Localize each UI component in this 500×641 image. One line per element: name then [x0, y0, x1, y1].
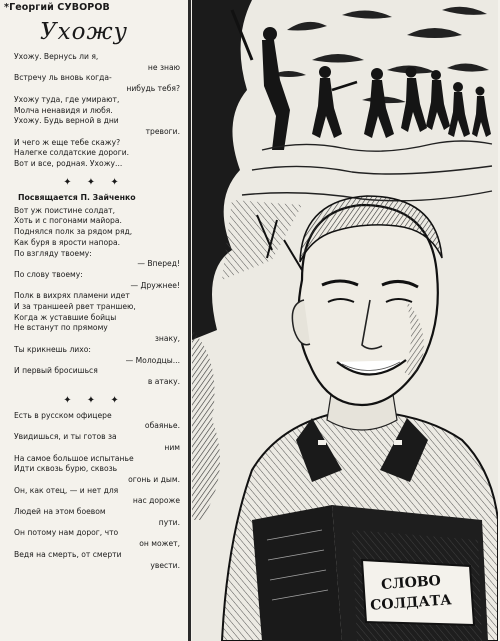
poem-line: Есть в русском офицере [14, 410, 112, 420]
poem-line: нас дороже [132, 496, 180, 506]
poem-line: И первый бросишься [14, 366, 98, 376]
poem-line: — Молодцы... [125, 355, 180, 365]
poem-line: в атаку. [147, 376, 180, 386]
dedication: Посвящается П. Зайченко [18, 192, 136, 202]
poem-dedicated [4, 206, 184, 388]
dark-foliage [192, 0, 252, 340]
section-separator: ✦ ✦ ✦ [63, 394, 125, 406]
illustration-drawing [192, 0, 498, 641]
poem-line: По слову твоему: [14, 269, 83, 279]
poem-line: не знаю [147, 62, 180, 72]
poem-line: По взгляду твоему: [14, 248, 92, 258]
section-separator: ✦ ✦ ✦ [63, 176, 125, 188]
poem-line: Ухожу. Будь верной в дни [14, 116, 119, 126]
poem-line: — Дружнее! [130, 280, 180, 290]
poem-line: На самое большое испытанье [14, 453, 134, 463]
poem-line: пути. [158, 517, 180, 527]
poem-line: Хоть и с погонами майора. [14, 216, 122, 226]
poem-line: ним [164, 442, 180, 452]
poem-line: нибудь тебя? [126, 84, 180, 94]
poem-line: Увидишься, и ты готов за [14, 432, 117, 442]
poem-line: увести. [150, 560, 180, 570]
poem-line: Ведя на смерть, от смерти [14, 549, 122, 559]
poem-line: Ухожу туда, где умирают, [14, 94, 120, 104]
poem-line: Молча ненавидя и любя. [14, 105, 113, 115]
poem-title: Ухожу [40, 19, 128, 45]
book-title-line1: СЛОВО [380, 572, 442, 594]
poem-officer [4, 411, 184, 572]
poem-column [4, 2, 184, 638]
poem-line: Как буря в ярости напора. [14, 237, 121, 247]
poem-line: Поднялся полк за рядом ряд, [14, 227, 133, 237]
poem-line: Вот и все, родная. Ухожу... [14, 159, 123, 169]
poem-line: И чего ж еще тебе скажу? [14, 137, 121, 147]
poem-line: Он, как отец, — и нет для [14, 485, 119, 495]
poem-line: Ухожу. Вернусь ли я, [14, 52, 99, 61]
column-divider [188, 0, 191, 641]
poem-ukhozhu [4, 52, 184, 170]
poem-line: Ты крикнешь лихо: [14, 344, 91, 354]
poem-line: Людей на этом боевом [14, 507, 106, 517]
poem-line: Не встанут по прямому [14, 323, 108, 333]
book-title-line2: СОЛДАТА [369, 592, 453, 614]
poem-line: Встречу ль вновь когда- [14, 73, 112, 83]
poem-line: тревоги. [145, 126, 180, 136]
poem-line: Он потому нам дорог, что [14, 528, 119, 538]
poem-line: — Вперед! [137, 259, 180, 269]
poem-line: Налегке солдатские дороги. [14, 148, 130, 158]
poem-line: Вот уж поистине солдат, [14, 205, 115, 215]
poem-line: огонь и дым. [128, 474, 180, 484]
poem-line: знаку, [154, 334, 180, 344]
poem-line: обаянье. [144, 421, 180, 431]
poem-line: Полк в вихрях пламени идет [14, 291, 130, 301]
poem-line: Идти сквозь бурю, сквозь [14, 464, 118, 474]
poem-line: Когда ж уставшие бойцы [14, 312, 117, 322]
poem-line: И за траншеей рвет траншею, [14, 302, 136, 312]
soldier-illustration [192, 0, 498, 641]
author-name: *Георгий СУВОРОВ [4, 2, 110, 13]
poem-line: он может, [139, 539, 180, 549]
